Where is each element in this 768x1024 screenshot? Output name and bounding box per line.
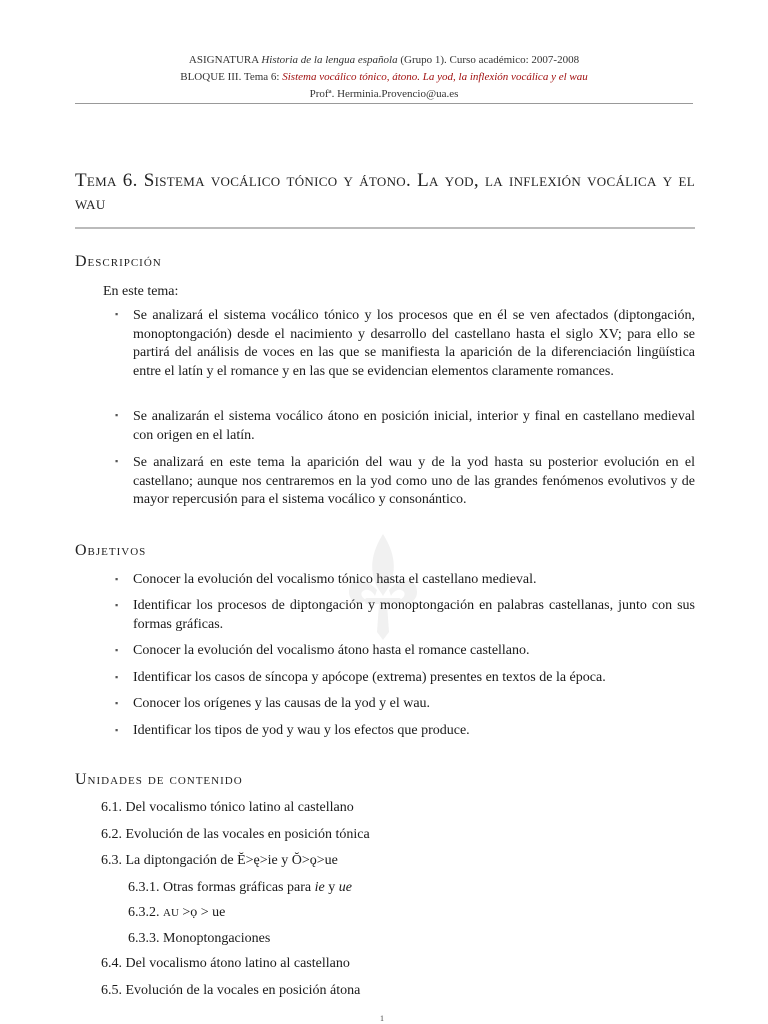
descripcion-item: Se analizarán el sistema vocálico átono en posición inicial, interior y final en castellano medieval con origen en el latín.	[133, 409, 695, 443]
header-subject-label: ASIGNATURA	[188, 54, 259, 66]
unidad-6-3-1-y: y	[328, 880, 336, 895]
unidad-6-3-2-text: >ọ > ue	[182, 905, 226, 920]
section-heading-descripcion: Descripción	[75, 253, 162, 270]
unidad-6-3-1-ue: ue	[338, 880, 352, 895]
unidad-6-3-2-number: 6.3.2.	[128, 905, 160, 920]
header-course-year: (Grupo 1). Curso académico: 2007-2008	[400, 54, 580, 66]
header-block-line	[75, 71, 693, 84]
bullet-icon: ▪	[115, 645, 119, 655]
header-professor: Profª. Herminia.Provencio@ua.es	[309, 88, 459, 100]
unidad-6-3-1	[128, 879, 352, 897]
unidad-6-3-2	[128, 904, 225, 922]
bullet-icon: ▪	[115, 410, 119, 420]
page-title: Tema 6. Sistema vocálico tónico y átono. La yod, la inflexión vocálica y el wau	[75, 170, 695, 214]
objetivo-item: Conocer la evolución del vocalismo átono hasta el romance castellano.	[133, 643, 530, 658]
descripcion-item: Se analizará en este tema la aparición del wau y de la yod hasta su posterior evolución en el castellano; aunque nos centraremos en la yod como uno de las grandes fenómenos evolutivos y de mayor repercusión para el sistema vocálico y consonántico.	[133, 455, 695, 507]
section-heading-objetivos: Objetivos	[75, 542, 147, 559]
bullet-icon: ▪	[115, 574, 119, 584]
unidad-6-2: 6.2. Evolución de las vocales en posición tónica	[101, 827, 370, 842]
objetivo-item: Conocer la evolución del vocalismo tónico hasta el castellano medieval.	[133, 572, 537, 587]
bullet-icon: ▪	[115, 456, 119, 466]
unidad-6-1: 6.1. Del vocalismo tónico latino al castellano	[101, 800, 354, 815]
unidad-6-3-2-au: AU	[163, 907, 179, 919]
unidad-6-5: 6.5. Evolución de la vocales en posición átona	[101, 983, 361, 998]
unidad-6-3: 6.3. La diptongación de Ĕ>ę>ie y Ŏ>ǫ>ue	[101, 853, 338, 868]
descripcion-intro: En este tema:	[103, 284, 179, 299]
page-number: 1	[380, 1014, 384, 1023]
bullet-icon: ▪	[115, 309, 119, 319]
bullet-icon: ▪	[115, 725, 119, 735]
objetivo-item: Identificar los tipos de yod y wau y los efectos que produce.	[133, 723, 470, 738]
bullet-icon: ▪	[115, 600, 119, 610]
unidad-6-3-3: 6.3.3. Monoptongaciones	[128, 931, 271, 946]
unidad-6-3-1-text: 6.3.1. Otras formas gráficas para	[128, 880, 312, 895]
bullet-icon: ▪	[115, 698, 119, 708]
bullet-icon: ▪	[115, 672, 119, 682]
header-course-line	[75, 54, 693, 67]
title-divider	[75, 227, 695, 229]
descripcion-item: Se analizará el sistema vocálico tónico y los procesos que en él se ven afectados (diptongación, monoptongación) desde el nacimiento y desarrollo del castellano hasta el siglo XV; para ello se partirá del análisis de voces en las que se manifiesta la aparición de la diferenciación lingüística entre el latín y el romance y en las que se evidencian elementos claramente romances.	[133, 308, 695, 379]
header-topic: Sistema vocálico tónico, átono. La yod, la inflexión vocálica y el wau	[282, 71, 588, 83]
unidad-6-4: 6.4. Del vocalismo átono latino al castellano	[101, 956, 350, 971]
objetivo-item: Conocer los orígenes y las causas de la yod y el wau.	[133, 696, 431, 711]
objetivo-item: Identificar los procesos de diptongación y monoptongación en palabras castellanas, junto con sus formas gráficas.	[133, 598, 695, 632]
unidad-6-3-1-ie: ie	[314, 880, 325, 895]
header-block-label: BLOQUE III. Tema 6:	[180, 71, 280, 83]
objetivo-item: Identificar los casos de síncopa y apócope (extrema) presentes en textos de la época.	[133, 670, 606, 685]
section-heading-unidades: Unidades de contenido	[75, 771, 243, 788]
header-course-name: Historia de la lengua española	[261, 54, 398, 66]
header-divider	[75, 103, 693, 104]
